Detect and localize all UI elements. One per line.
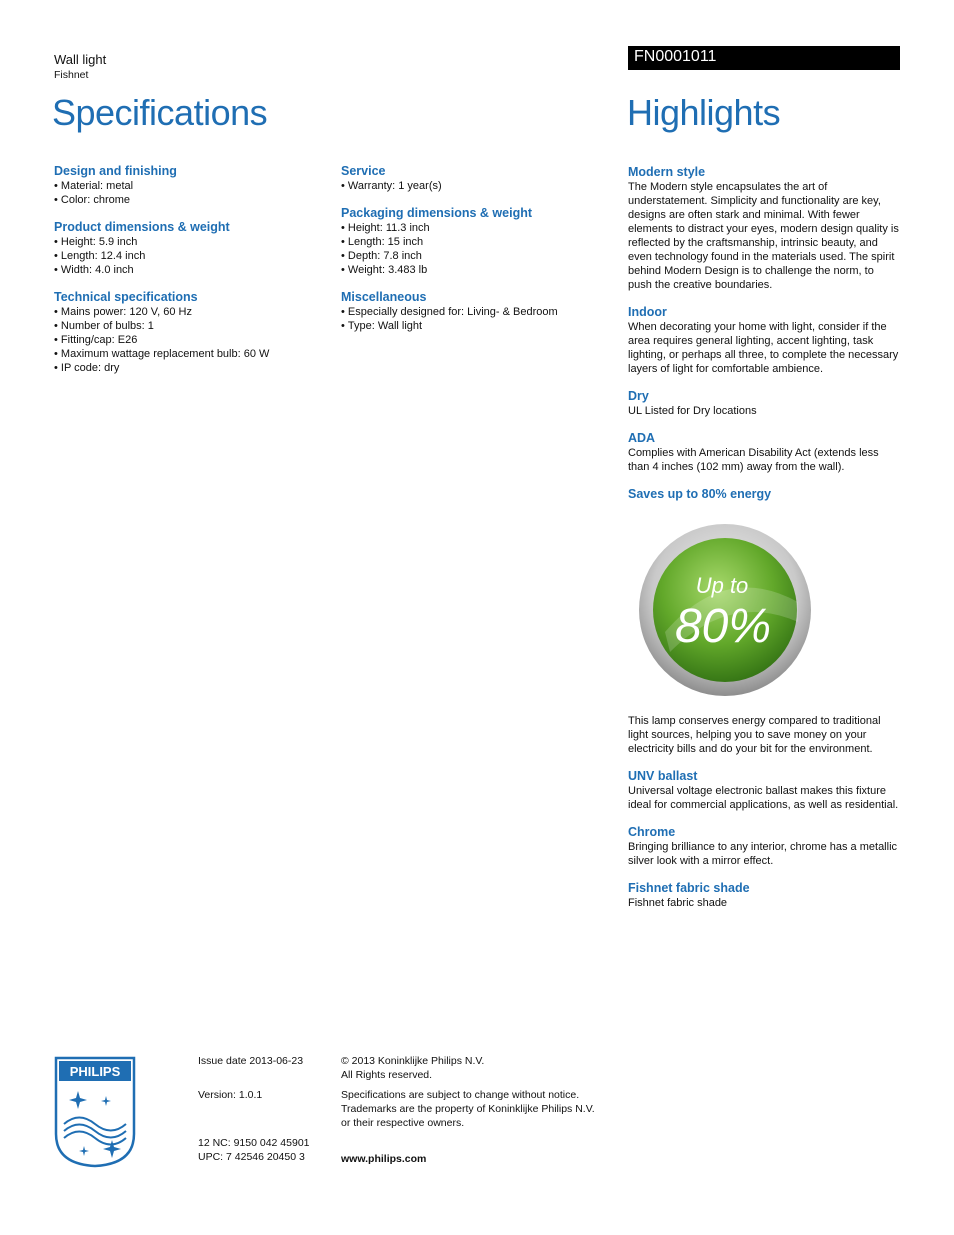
spec-section-service bbox=[341, 163, 611, 193]
footer-legal bbox=[341, 1054, 621, 1166]
spec-heading: Product dimensions & weight bbox=[54, 220, 230, 234]
spec-section-packaging bbox=[341, 205, 611, 277]
highlight-heading: ADA bbox=[628, 431, 656, 445]
website-link[interactable]: www.philips.com bbox=[341, 1153, 427, 1165]
footer-meta bbox=[198, 1054, 328, 1164]
badge-value: 80% bbox=[674, 600, 772, 653]
highlight-dry bbox=[628, 388, 900, 418]
disclaimer-line: Specifications are subject to change without notice. bbox=[341, 1089, 580, 1101]
spec-item: • Type: Wall light bbox=[341, 319, 611, 333]
specifications-title: Specifications bbox=[52, 92, 268, 133]
highlight-text: Complies with American Disability Act (extends less than 4 inches (102 mm) away from the wall). bbox=[628, 447, 879, 473]
nc-code: 12 NC: 9150 042 45901 bbox=[198, 1137, 310, 1149]
philips-logo bbox=[54, 1056, 136, 1173]
spec-item: • Height: 11.3 inch bbox=[341, 221, 611, 235]
highlight-text: When decorating your home with light, consider if the area requires general lighting, accent lighting, task lighting, or perhaps all three, to complete the necessary layers of light for comfortable ambience. bbox=[628, 321, 899, 375]
highlight-text: Universal voltage electronic ballast makes this fixture ideal for commercial applications, as well as residential. bbox=[628, 785, 899, 811]
copyright: © 2013 Koninklijke Philips N.V. bbox=[341, 1055, 485, 1067]
highlight-fishnet bbox=[628, 880, 900, 910]
highlight-energy bbox=[628, 486, 900, 756]
upc-code: UPC: 7 42546 20450 3 bbox=[198, 1151, 305, 1163]
spec-section-technical bbox=[54, 289, 324, 375]
spec-item: • Height: 5.9 inch bbox=[54, 235, 324, 249]
disclaimer-line: or their respective owners. bbox=[341, 1117, 465, 1129]
spec-heading: Design and finishing bbox=[54, 164, 177, 178]
spec-item: • Fitting/cap: E26 bbox=[54, 333, 324, 347]
issue-date: Issue date 2013-06-23 bbox=[198, 1055, 304, 1067]
spec-item: • Material: metal bbox=[54, 179, 324, 193]
rights: All Rights reserved. bbox=[341, 1069, 433, 1081]
spec-item: • Width: 4.0 inch bbox=[54, 263, 324, 277]
spec-item: • Length: 15 inch bbox=[341, 235, 611, 249]
highlight-heading: Indoor bbox=[628, 305, 667, 319]
highlight-heading: Dry bbox=[628, 389, 649, 403]
specs-column-left bbox=[54, 163, 324, 387]
highlight-ada bbox=[628, 430, 900, 474]
energy-badge bbox=[630, 512, 816, 702]
highlight-text: UL Listed for Dry locations bbox=[628, 405, 757, 417]
logo-text: PHILIPS bbox=[69, 1064, 121, 1079]
spec-item: • Weight: 3.483 lb bbox=[341, 263, 611, 277]
product-code-bar bbox=[628, 46, 900, 70]
specs-column-right bbox=[341, 163, 611, 345]
badge-upto: Up to bbox=[695, 573, 749, 598]
highlight-text: Bringing brilliance to any interior, chrome has a metallic silver look with a mirror effect. bbox=[628, 841, 898, 867]
spec-item: • Color: chrome bbox=[54, 193, 324, 207]
spec-section-dimensions bbox=[54, 219, 324, 277]
highlight-heading: Modern style bbox=[628, 165, 706, 179]
product-code: FN0001011 bbox=[634, 48, 717, 65]
spec-item: • Warranty: 1 year(s) bbox=[341, 179, 611, 193]
philips-shield-icon bbox=[54, 1056, 136, 1168]
spec-heading: Service bbox=[341, 164, 386, 178]
product-name: Fishnet bbox=[54, 69, 89, 81]
spec-heading: Technical specifications bbox=[54, 290, 198, 304]
spec-section-design bbox=[54, 163, 324, 207]
highlight-chrome bbox=[628, 824, 900, 868]
spec-item: • Mains power: 120 V, 60 Hz bbox=[54, 305, 324, 319]
highlights-column bbox=[628, 164, 900, 922]
spec-heading: Packaging dimensions & weight bbox=[341, 206, 533, 220]
spec-item: • Depth: 7.8 inch bbox=[341, 249, 611, 263]
highlight-heading: Chrome bbox=[628, 825, 676, 839]
highlight-modern bbox=[628, 164, 900, 292]
energy-badge-icon bbox=[630, 512, 816, 702]
highlights-title: Highlights bbox=[627, 92, 781, 133]
version: Version: 1.0.1 bbox=[198, 1089, 263, 1101]
spec-section-misc bbox=[341, 289, 611, 333]
highlight-indoor bbox=[628, 304, 900, 376]
highlight-text: The Modern style encapsulates the art of understatement. Simplicity and functionality are key, designs are often stark and minimal. With fewer elements to distract your eyes, modern design quality is reflected by the craftsmanship, intrinsic beauty, and even technology found in the materials used. The spirit behind Modern Design is to challenge the norm, to push the creative boundaries. bbox=[628, 181, 899, 291]
highlight-text: Fishnet fabric shade bbox=[628, 897, 728, 909]
spec-heading: Miscellaneous bbox=[341, 290, 427, 304]
highlight-unv bbox=[628, 768, 900, 812]
product-type: Wall light bbox=[54, 52, 107, 67]
spec-item: • Maximum wattage replacement bulb: 60 W bbox=[54, 347, 324, 361]
highlight-heading: UNV ballast bbox=[628, 769, 698, 783]
highlight-text: This lamp conserves energy compared to traditional light sources, helping you to save money on your electricity bills and do your bit for the environment. bbox=[628, 715, 881, 755]
highlight-heading: Fishnet fabric shade bbox=[628, 881, 750, 895]
spec-item: • IP code: dry bbox=[54, 361, 324, 375]
disclaimer-line: Trademarks are the property of Koninklijke Philips N.V. bbox=[341, 1103, 595, 1115]
spec-item: • Length: 12.4 inch bbox=[54, 249, 324, 263]
spec-item: • Especially designed for: Living- & Bedroom bbox=[341, 305, 611, 319]
spec-item: • Number of bulbs: 1 bbox=[54, 319, 324, 333]
highlight-heading: Saves up to 80% energy bbox=[628, 487, 772, 501]
